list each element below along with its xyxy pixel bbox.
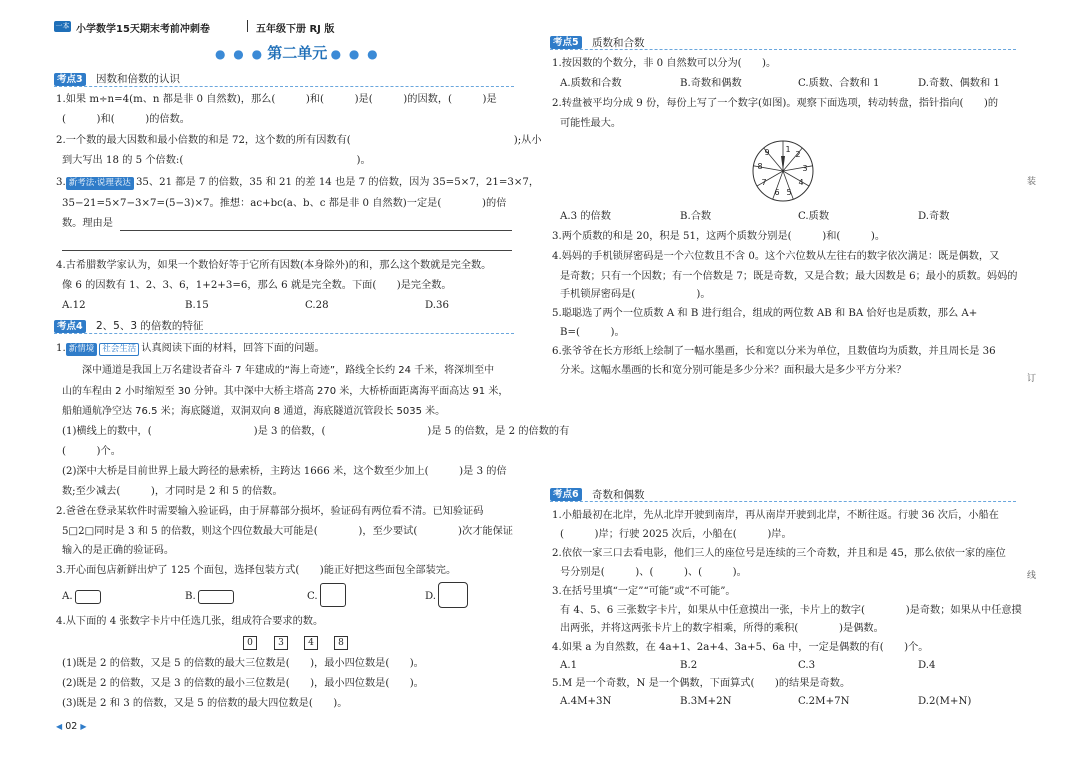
- r2-option-c: C.质数: [798, 211, 830, 222]
- section-title-4: 2、5、3 的倍数的特征: [96, 320, 204, 332]
- q3-line3: 数。理由是: [62, 218, 113, 229]
- o3-line1: 有 4、5、6 三张数字卡片，如果从中任意摸出一张，卡片上的数字( )是奇数；如果从中任意摸: [560, 605, 1022, 616]
- r3-question: 3.两个质数的和是 20，积是 51，这两个质数分别是( )和( )。: [552, 231, 886, 242]
- r1-option-b: B.奇数和偶数: [680, 78, 742, 89]
- digit-card: 8: [334, 636, 348, 650]
- section-badge-4: 考点4: [54, 320, 86, 333]
- p3-option-d: D.: [425, 591, 437, 602]
- binding-label: 线: [1027, 571, 1037, 581]
- story-line2: 山的车程由 2 小时缩短至 30 分钟。其中深中大桥主塔高 270 米，大桥桥面距离海平面高达 91 米，: [62, 386, 509, 397]
- o1-line1: 1.小船最初在北岸，先从北岸开驶到南岸，再从南岸开驶到北岸，不断往返。行驶 36 次后，小船在: [552, 510, 999, 521]
- bread-box-3-icon: [198, 590, 234, 604]
- unit-heading: [215, 42, 380, 63]
- q3-line1: 3. 新考法·说理表达 35、21 都是 7 的倍数，35 和 21 的差 14 也是 7 的倍数，因为 35=5×7，21=3×7，: [56, 177, 540, 188]
- r2-option-b: B.合数: [680, 211, 712, 222]
- o4-option-d: D.4: [918, 660, 936, 671]
- r4-line1: 4.妈妈的手机锁屏密码是一个六位数且不含 0。这个六位数从左往右的数字依次满足：既是偶数，又: [552, 251, 1000, 262]
- p4-sub2: (2)既是 2 的倍数，又是 3 的倍数的最小三位数是( )，最小四位数是( )。: [62, 678, 424, 689]
- p2-line2: 5□2□同时是 3 和 5 的倍数，则这个四位数最大可能是( )，至少要试( )次才能保证: [62, 526, 513, 537]
- o4-question: 4.如果 a 为自然数，在 4a+1、2a+4、3a+5、6a 中，一定是偶数的有( )个。: [552, 642, 929, 653]
- book-edition: 五年级下册 RJ 版: [256, 24, 335, 35]
- bread-box-2-icon: [75, 590, 101, 604]
- q2-line2: 到大写出 18 的 5 个倍数:( )。: [62, 155, 371, 166]
- q4-option-d: D.36: [425, 300, 450, 311]
- q1-line2: ( )和( )的倍数。: [62, 114, 190, 125]
- o4-option-a: A.1: [560, 660, 578, 671]
- digit-card: 0: [243, 636, 257, 650]
- binding-label: 订: [1027, 374, 1037, 384]
- p1-sub2-line2: 数;至少减去( )，才同时是 2 和 5 的倍数。: [62, 486, 283, 497]
- p3-option-b: B.: [185, 591, 196, 602]
- q2-line1: 2.一个数的最大因数和最小倍数的和是 72，这个数的所有因数有( );从小: [56, 135, 542, 146]
- o3-question: 3.在括号里填“一定”“可能”或“不可能”。: [552, 586, 736, 597]
- section-badge-5: 考点5: [550, 36, 582, 49]
- wheel-number: 8: [757, 162, 763, 171]
- page-number: ◀ 02 ▶: [56, 721, 87, 732]
- o5-option-d: D.2(M+N): [918, 696, 972, 707]
- section-title-3: 因数和倍数的认识: [96, 73, 180, 85]
- section-badge-3: 考点3: [54, 73, 86, 86]
- p1-sub2-line1: (2)深中大桥是目前世界上最大跨径的悬索桥，主跨达 1666 米，这个数至少加上( )是 3 的倍: [62, 466, 507, 477]
- o5-option-c: C.2M+7N: [798, 696, 850, 707]
- p1-sub1-line2: ( )个。: [62, 446, 121, 457]
- section-badge-6: 考点6: [550, 488, 582, 501]
- digit-card: 4: [304, 636, 318, 650]
- book-title: 小学数学15天期末考前冲刺卷: [76, 24, 210, 35]
- r4-line2: 是奇数；只有一个因数；有一个倍数是 7；既是奇数，又是合数；最大因数是 6；最小的质数。妈妈的: [560, 271, 1018, 282]
- decor-dots-right: ● ● ●: [330, 47, 380, 61]
- r1-option-d: D.奇数、偶数和 1: [918, 78, 1000, 89]
- r2-line2: 可能性最大。: [560, 118, 622, 129]
- section-title-6: 奇数和偶数: [592, 489, 645, 501]
- digit-card: 3: [274, 636, 288, 650]
- r6-line1: 6.张爷爷在长方形纸上绘制了一幅水墨画，长和宽以分米为单位，且数值均为质数，并且周长是 36: [552, 346, 996, 357]
- r1-option-a: A.质数和合数: [560, 78, 622, 89]
- q4-line2: 像 6 的因数有 1、2、3、6，1+2+3=6，那么 6 就是完全数。下面( )是完全数。: [62, 280, 452, 291]
- p2-line3: 输入的是正确的验证码。: [62, 545, 175, 556]
- o1-line2: ( )岸；行驶 2025 次后，小船在( )岸。: [560, 529, 792, 540]
- o3-line2: 出两张，并将这两张卡片上的数字相乘，所得的乘积( )是偶数。: [560, 623, 884, 634]
- section-rule: [54, 333, 514, 334]
- binding-label: 装: [1027, 177, 1037, 187]
- p3-question: 3.开心面包店新鲜出炉了 125 个面包，选择包装方式( )能正好把这些面包全部装完。: [56, 565, 457, 576]
- o4-option-c: C.3: [798, 660, 816, 671]
- p1-intro: 1. 新情境 社会生活 认真阅读下面的材料，回答下面的问题。: [56, 343, 325, 354]
- header-divider: [247, 20, 248, 32]
- section-rule: [550, 49, 1016, 50]
- next-page-icon[interactable]: ▶: [80, 722, 87, 731]
- publisher-logo: 一本: [55, 22, 70, 30]
- p1-sub1-line1: (1)横线上的数中，( )是 3 的倍数，( )是 5 的倍数，是 2 的倍数的有: [62, 426, 570, 437]
- r5-line1: 5.聪聪选了两个一位质数 A 和 B 进行组合，组成的两位数 AB 和 BA 恰好也是质数，那么 A+: [552, 308, 978, 319]
- spinner-wheel: [748, 138, 818, 204]
- r2-option-a: A.3 的倍数: [560, 211, 611, 222]
- decor-dots-left: ● ● ●: [215, 47, 265, 61]
- p4-sub3: (3)既是 2 和 3 的倍数，又是 5 的倍数的最大四位数是( )。: [62, 698, 348, 709]
- o2-line1: 2.依依一家三口去看电影，他们三人的座位号是连续的三个奇数，并且和是 45，那么依依一家的座位: [552, 548, 1006, 559]
- wheel-number: 4: [798, 178, 804, 187]
- wheel-number: 1: [785, 145, 791, 154]
- r2-option-d: D.奇数: [918, 211, 950, 222]
- r2-line1: 2.转盘被平均分成 9 份，每份上写了一个数字(如图)。观察下面选项，转动转盘，指针指向( )的: [552, 98, 999, 109]
- q4-option-a: A.12: [62, 300, 86, 311]
- wheel-number: 3: [802, 164, 808, 173]
- o4-option-b: B.2: [680, 660, 698, 671]
- q4-line1: 4.古希腊数学家认为，如果一个数恰好等于它所有因数(本身除外)的和，那么这个数就是完全数。: [56, 260, 492, 271]
- o5-option-b: B.3M+2N: [680, 696, 732, 707]
- new-method-tag: 新考法·说理表达: [66, 177, 134, 190]
- prev-page-icon[interactable]: ◀: [56, 722, 63, 731]
- p3-option-a: A.: [62, 591, 73, 602]
- p3-option-c: C.: [307, 591, 318, 602]
- r1-option-c: C.质数、合数和 1: [798, 78, 880, 89]
- o5-option-a: A.4M+3N: [560, 696, 612, 707]
- wheel-number: 2: [795, 150, 801, 159]
- section-rule: [54, 86, 514, 87]
- p4-question: 4.从下面的 4 张数字卡片中任选几张，组成符合要求的数。: [56, 616, 324, 627]
- p4-sub1: (1)既是 2 的倍数，又是 5 的倍数的最大三位数是( )，最小四位数是( )。: [62, 658, 424, 669]
- wheel-number: 9: [764, 148, 770, 157]
- story-line1: 深中通道是我国上万名建设者奋斗 7 年建成的“海上奇迹”，路线全长约 24 千米，将深圳至中: [62, 365, 495, 376]
- section-title-5: 质数和合数: [592, 37, 645, 49]
- answer-line[interactable]: [120, 230, 512, 231]
- story-line3: 船舶通航净空达 76.5 米；海底隧道，双洞双向 8 通道，海底隧道沉管段长 5035 米。: [62, 406, 446, 417]
- q4-option-c: C.28: [305, 300, 329, 311]
- wheel-number: 6: [774, 188, 780, 197]
- r1-question: 1.按因数的个数分，非 0 自然数可以分为( )。: [552, 58, 777, 69]
- o2-line2: 号分别是( )、( )、( )。: [560, 567, 747, 578]
- r6-line2: 分米。这幅水墨画的长和宽分别可能是多少分米？面积最大是多少平方分米？: [560, 365, 907, 376]
- new-context-tag: 新情境: [66, 343, 98, 356]
- o5-question: 5.M 是一个奇数，N 是一个偶数，下面算式( )的结果是奇数。: [552, 678, 851, 689]
- q4-option-b: B.15: [185, 300, 209, 311]
- wheel-number: 7: [761, 178, 767, 187]
- social-life-tag: 社会生活: [99, 343, 139, 356]
- q3-line2: 35−21=5×7−3×7=(5−3)×7。推想：ac+bc(a、b、c 都是非 0 自然数)一定是( )的倍: [62, 198, 507, 209]
- bread-box-5-icon: [438, 582, 468, 608]
- r5-line2: B=( )。: [560, 327, 625, 338]
- p2-line1: 2.爸爸在登录某软件时需要输入验证码，由于屏幕部分损坏，验证码有两位看不清。已知验证码: [56, 506, 484, 517]
- r4-line3: 手机锁屏密码是( )。: [560, 289, 711, 300]
- answer-line[interactable]: [62, 250, 512, 251]
- wheel-number: 5: [786, 188, 792, 197]
- unit-title: 第二单元: [267, 44, 328, 62]
- bread-box-4-icon: [320, 583, 346, 607]
- q1-line1: 1.如果 m÷n=4(m、n 都是非 0 自然数)，那么( )和( )是( )的因数，( )是: [56, 94, 497, 105]
- section-rule: [550, 501, 1016, 502]
